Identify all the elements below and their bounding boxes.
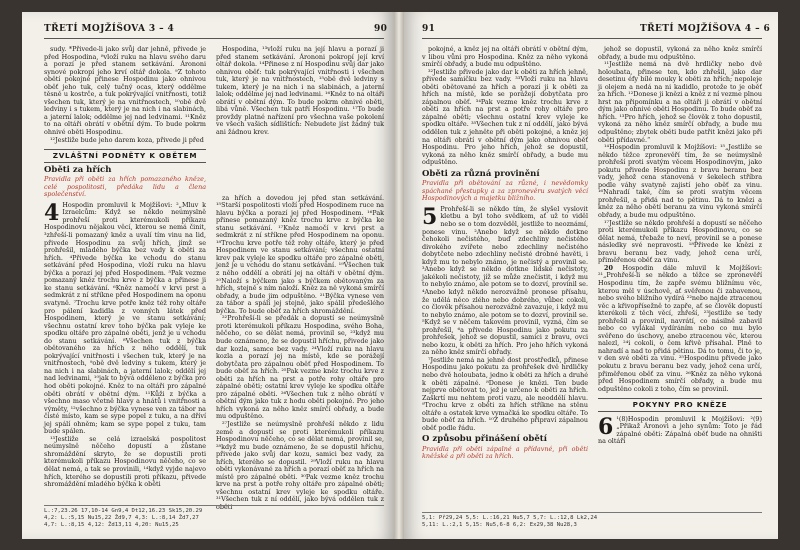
- right-page: [404, 12, 778, 539]
- footnote-line: L.:7,23.26 17,10-14 Gn9,4 Dt12,16.23 Sk15,20.29: [44, 508, 203, 514]
- right-header-rule: [422, 38, 762, 39]
- verse-number: 20: [604, 263, 613, 272]
- left-page-number: 90: [374, 24, 388, 34]
- footnote-line: 5,1: Př29,24 5,5: L.:16,21 Nu5,7 5,7: L.:12,8 Lk2,24: [422, 515, 598, 521]
- lead-text: Pravidla při oběti za hřích pomazaného kněze, celé pospolitosti, předáka lidu a člena společenství.: [44, 175, 206, 199]
- sub-heading: O způsobu přinášení obětí: [422, 434, 547, 445]
- lead-text: Pravidla při obětování za různé, i nevědomky spáchané přestupky a za zpronevěru svatých věcí Hospodinových a majetku bližního.: [422, 179, 588, 203]
- paragraph: pokojné, a kněz jej na oltáři obrátí v obětní dým, v libou vůni pro Hospodina. Kněz za něho vykoná smírčí obřady, a bude mu odpuštěno.: [422, 45, 588, 69]
- paragraph: ¹²Jestliže bude jeho darem koza, přivede ji před: [50, 135, 204, 144]
- lead-text: Pravidla při oběti zápalné a přídavné, při oběti kněžské a při oběti za hřích.: [422, 444, 588, 461]
- paragraph-text: Hospodin dále mluvil k Mojžíšovi: ²¹„Prohřeší-li se někdo a těžce se zpronevěří Hospodinu tím, že zapře svému bližnímu věc, kterou měl v úschově, ať svěřenou či zabavenou, nebo svého bližního vydírá ²²nebo najde ztracenou věc a křivopřísežně to zapře, ať se člověk dopustí kterékoli z těch věcí, zhřeší, ²³jestliže se tedy prohřešil a provinil, navrátí, co násilně zabavil nebo co vylákal vydíráním nebo co mu bylo svěřeno do úschovy, anebo ztracenou věc, kterou nalezl, ²⁴i cokoli, o čem křivě přísahal. Plně to nahradí a nad to přidá pětinu. Dá to tomu, či to je, v den své oběti za vinu. ²⁵Hospodinu přivede jako pokutu z bravu beranu bez vady, jehož cena určí, přiměřenou oběť za vinu. ²⁶Kněz za něho vykoná před Hospodinem smírčí obřady, a bude mu odpuštěno cokoli z toho, čím se provinil.: [598, 263, 762, 393]
- right-column-2: [598, 46, 762, 486]
- paragraph: ³²Jestliže přivede jako dar k oběti za hřích jehně, přivede samičku bez vady. ³³Vloží ruku na hlavu oběti obětované za hřích a porazí ji k oběti za hřích na místě, kde se porážejí dobytčata pro zápalnou oběť. ³⁴Pak vezme kněz trochu krve z oběti za hřích na prst a potře rohy oltáře pro zápalné oběti; všechnu ostatní krev vyleje ke spodku oltáře. ³⁵Všechen tuk z ní oddělí, jako bývá oddělen tuk z jehněte při oběti pokojné, a kněz jej na oltáři obrátí v obětní dým jako ohnivou oběť Hospodinu. Pro jeho hřích, jehož se dopustil, vykoná za něho kněz smírčí obřady, a bude mu odpuštěno.: [422, 67, 588, 167]
- footnote-line: 5,11: L.:2,1 5,15: Nu5,6-8 6,2: Ex29,38 Nu28,3: [422, 522, 577, 528]
- paragraph: Hospodina, ¹³vloží ruku na její hlavu a porazí ji před stanem setkávání. Árononi pokropí její krví oltář dokola. ¹⁴Přinese z ní Hospodinu svůj dar jako ohnivou oběť: tuk pokrývající vnitřnosti i všechen tuk, který je na vnitřnostech, ¹⁵obě dvě ledviny s tukem, který je na nich i na slabinách, a jaterní lalok; oddělme jej nad ledvinami. ¹⁶Kněz to na oltáři obrátí v obětní dým. To bude pokrm ohnivé oběti, libá vůně. Všechen tuk patří Hospodinu. ¹⁷To bude provždy platné nařízení pro všechna vaše pokolení ve všech vašich sídlištích: Nebudete jíst žádný tuk ani žádnou krev.: [216, 45, 384, 137]
- right-footnotes: [422, 512, 762, 529]
- paragraph: ¹³Jestliže se celá izraelská pospolitost neúmyslně něčeho dopustí a zůstane shromáždění skryto, že se dopustili proti kterémukoli příkazu Hospodinovu něčeho, co se dělat nemá, a tak se provinili, ¹⁴když vyjde najevo hřích, kterého se dopustili proti příkazu, přivede shromáždění mladého býčka k oběti: [44, 434, 206, 489]
- chapter-number: 4: [44, 199, 60, 226]
- right-columns: [422, 46, 762, 486]
- footnote-line: 4,7: L.:8,15 4,12: Žd13,11 4,20: Nu15,25: [44, 522, 179, 528]
- column-spacer: [216, 137, 384, 195]
- paragraph: Prohřeší-li se někdo tím, že slyšel vyslovit kletbu a byl toho svědkem, ať už to viděl nebo se o tom dozvěděl, jestliže to neoznámí, ponese vinu. ²Anebo když se někdo dotkne čehokoli nečistého, buď zdechliny nečistého divokého zvířete nebo zdechliny nečistého dobytčete nebo zdechliny nečisté drobné havěti, i když mu to nebylo známo, je nečistý a provinil se. ³Anebo když se někdo dotkne lidské nečistoty, jakékoli nečistoty, jíž se může znečistit, i když mu to nebylo známo, ale potom se to dozví, provinil se. ⁴Anebo když někdo nerozvážně pronese přísahu, že udělá něco zlého nebo dobrého, vůbec cokoli, co člověk přísahou nerozvážně zavazuje, i když mu to nebylo známo, ale potom se to dozví, provinil se. ⁵Když se v něčem takovém provinil, vyzná, čím se prohřešil, ⁶a přivede Hospodinu jako pokutu za prohřešek, jehož se dopustil, samici z bravu, ovci nebo kozu, k oběti za hřích. Pro jeho hřích vykoná za něho kněz smírčí obřady.: [422, 204, 588, 357]
- paragraph: ¹⁷Jestliže se někdo prohřeší a dopustí se něčeho proti kterémukoli příkazu Hospodinovu, co se dělat nemá, třebaže to neví, provinil se a ponese následky své nepravosti. ¹⁸Přivede ke knězi z bravu beranu bez vady, jehož cena určí, přiměřenou oběť za vinu.: [598, 218, 762, 265]
- right-column-1: [422, 46, 588, 486]
- paragraph: [598, 265, 762, 393]
- left-footnotes: [44, 505, 384, 529]
- section-heading: ZVLÁŠTNÍ PODNĚTY K OBĚTEM: [44, 149, 206, 163]
- footnote-line: 4,2: L.:5,15 Nu15,22 Žd9,7 4,3: L.:8,14 Žd7,27: [44, 515, 199, 521]
- chapter-number: 5: [422, 203, 438, 230]
- book-spine: [394, 12, 404, 539]
- paragraph: Hospodin promluvil k Mojžíšovi: ²„Mluv k Izraelcům: Když se někdo neúmyslně prohřeší proti kterémukoli příkazu Hospodinovu nějakou věcí, kterou se nemá činit, ³zhřeší-li pomazaný kněz a uvalí tím vinu na lid, přivede Hospodinu za svůj hřích, jímž se prohřešil, mladého býčka bez vady k oběti za hřích. ⁴Přivede býčka ke vchodu do stanu setkávání před Hospodina, vloží ruku na hlavu býčka a porazí jej před Hospodinem. ⁵Pak vezme pomazaný kněz trochu krve z býčka a přinese ji ke stanu setkávání. ⁶Kněz namočí v krvi prst a sedmkrát z ní stříkne před Hospodinem na oponu svatyně. ⁷Trochu krve potře kněz též rohy oltáře pro pálení kadidla z vonných látek před Hospodinem, který je ve stanu setkávání; všechnu ostatní krev toho býčka pak vyleje ke spodku oltáře pro zápalné oběti, jenž je u vchodu do stanu setkávání. ⁸Všechen tuk z býčka obětovaného za hřích z něho oddělí, tuk pokrývající vnitřnosti i všechen tuk, který je na vnitřnostech, ⁹obě dvě ledviny s tukem, který je na nich i na slabinách, a jaterní lalok; oddělí jej nad ledvinami, ¹⁰jak to bývá odděleno z býčka pro hod oběti pokojné. Kněz to na oltáři pro zápalné oběti obrátí v obětní dým. ¹¹Kůži z býčka a všechno maso včetně hlavy a hnátů i vnitřnosti a výměty, ¹²všechno z býčka vynese ven za tábor na čisté místo, kam se sype popel z tuku, a na dříví jej spálí ohněm; kam se sype popel z tuku, tam bude spálen.: [44, 200, 206, 436]
- left-header-rule: [44, 38, 384, 39]
- paragraph: ²²Prohřeší-li se předák a dopustí se neúmyslně proti kterémukoli příkazu Hospodina, svého Boha, něčeho, co se dělat nemá, provinil se, ²³když mu bude oznámeno, že se dopustil hříchu, přivede jako dar kozla, samce bez vady. ²⁴Vloží ruku na hlavu kozla a porazí jej na místě, kde se porážejí dobytčata pro zápalnou oběť před Hospodinem. To bude oběť za hřích. ²⁵Pak vezme kněz trochu krve z oběti za hřích na prst a potře rohy oltáře pro zápalné oběti; ostatní krev vyleje ke spodku oltáře pro zápalné oběti. ²⁶Všechen tuk z něho obrátí v obětní dým jako tuk z hodu oběti pokojné. Pro jeho hřích vykoná za něho kněz smírčí obřady, a bude mu odpuštěno.: [216, 314, 384, 421]
- sub-heading: Oběti za různá provinění: [422, 168, 540, 179]
- paragraph: ²⁷Jestliže se neúmyslně prohřeší někdo z lidu země a dopustí se proti kterémukoli příkazu Hospodinovu něčeho, co se dělat nemá, provinil se, ²⁸když mu bude oznámeno, že se dopustil hříchu, přivede jako svůj dar kozu, samici bez vady, za hřích, kterého se dopustil. ²⁹Vloží ruku na hlavu oběti vykonávané za hřích a porazí oběť za hřích na místě pro zápalné oběti. ³⁰Pak vezme kněz trochu krve na prst a potře rohy oltáře pro zápalné oběti; všechnu ostatní krev vyleje ke spodku oltáře. ³¹Všechen tuk z ní oddělí, jako bývá oddělen tuk z oběti: [216, 419, 384, 511]
- paragraph: ¹(8)Hospodin promluvil k Mojžíšovi: ²(9)„Přikaž Áronovi a jeho synům: Toto je řád zápalné oběti: Zápalná oběť bude na ohništi na oltáři: [598, 414, 762, 446]
- sub-heading: Oběti za hřích: [44, 164, 112, 175]
- paragraph: ¹¹Jestliže nemá na dvě hrdličky nebo dvě holoubata, přinese ten, kdo zhřešil, jako dar desetinu éfy bílé mouky k oběti za hřích; nepoleje ji olejem a nedá na ni kadidlo, protože to je oběť za hřích. ¹²Donese ji knězi a kněz z ní vezme plnou hrst na připomínku a na oltáři ji obrátí v obětní dým jako ohnivé oběti Hospodinu. To bude oběť za hřích. ¹³Pro hřích, jehož se člověk z toho dopustil, vykoná za něho kněz smírčí obřady, a bude mu odpuštěno; zbytek oběti bude patřit knězi jako při oběti přídavné.“: [598, 60, 762, 144]
- section-heading: POKYNY PRO KNĚZE: [598, 398, 762, 412]
- paragraph: za hřích a dovedou jej před stan setkávání. ¹⁵Starší pospolitosti vloží před Hospodinem ruce na hlavu býčka a porazí jej před Hospodinem. ¹⁶Pak přinese pomazaný kněz trochu krve z býčka ke stanu setkávání. ¹⁷Kněz namočí v krvi prst a sedmkrát z ní stříkne před Hospodinem na oponu. ¹⁸Trochu krve potře též rohy oltáře, který je před Hospodinem ve stanu setkávání; všechnu ostatní krev pak vyleje ke spodku oltáře pro zápalné oběti, jenž je u vchodu do stanu setkávání. ¹⁹Všechen tuk z něho oddělí a obrátí jej na oltáři v obětní dým. ²⁰Naloží s býčkem jako s býčkem obětovaným za hřích, stejně s ním naloží. Kněz za ně vykoná smírčí obřady, a bude jim odpuštěno. ²¹Býčka vynese ven za tábor a spálí jej stejně, jako spálil předešlého býčka. To bude oběť za hřích shromáždění.: [216, 193, 384, 315]
- paragraph: jehož se dopustil, vykoná za něho kněz smírčí obřady, a bude mu odpuštěno.: [598, 45, 762, 61]
- left-page: [22, 12, 394, 539]
- left-running-header: TŘETÍ MOJŽÍŠOVA 3 – 4: [44, 24, 175, 34]
- left-column-2: [216, 45, 384, 511]
- right-page-number: 91: [422, 24, 436, 34]
- chapter-number: 6: [598, 413, 614, 440]
- paragraph: ¹⁴Hospodin promluvil k Mojžíšovi: ¹⁵„Jestliže se někdo těžce zpronevěří tím, že se neúmyslně prohřeší proti svatým věcem Hospodinovým, jako pokutu přivede Hospodinu z bravu beranu bez vady, jehož cena stanovená v šekelech stříbra podle váhy svatyně zajistí jeho oběť za vinu. ¹⁶Nahradí také, čím se proti svatým věcem prohřešil, a přidá nad to pětinu. Dá to knězi a kněz za něho obětí beranu za vinu vykoná smírčí obřady, a bude mu odpuštěno.: [598, 143, 762, 220]
- left-column-1: [44, 45, 206, 489]
- paragraph: sudy. *Přivede-li jako svůj dar jehně, přivede je před Hospodina, ⁸vloží ruku na hlavu svého daru a porazí je před stanem setkávání. Árononi synové pokropí jeho krví oltář dokola. ⁹Z tohoto obětí pokojné přinese Hospodinu jako ohnivou oběť jeho tuk, celý tučný ocas, který oddělme těsně u kostrče, a tuk pokrývající vnitřnosti, totiž všechen tuk, který je na vnitřnostech, ¹⁰obě dvě ledviny i s tukem, který je na nich i na slabinách, a jaterní lalok; oddělme jej nad ledvinami. ¹¹Kněz to na oltáři obrátí v obětní dým. To bude pokrm ohnivé oběti Hospodinu.: [44, 45, 206, 137]
- paragraph: ⁷Jestliže nemá na jehně dost prostředků, přinese Hospodinu jako pokutu za prohřešek dvě hrdličky nebo dvě holoubata, jedno k oběti za hřích a druhé k oběti zápalné. ⁸Donese je knězi. Ten bude nejprve obětovat to, jež je určeno k oběti za hřích. Zaškrtí mu nehtem proti vazu, ale neoddělí hlavu. ⁹Trochu krve z oběti za hřích stříkne na stěnu oltáře a ostatek krve vymačká ke spodku oltáře. To bude oběť za hřích. ¹⁰Z druhého připraví zápalnou oběť podle řádu.: [422, 355, 588, 432]
- right-running-header: TŘETÍ MOJŽÍŠOVA 4 – 6: [640, 24, 771, 34]
